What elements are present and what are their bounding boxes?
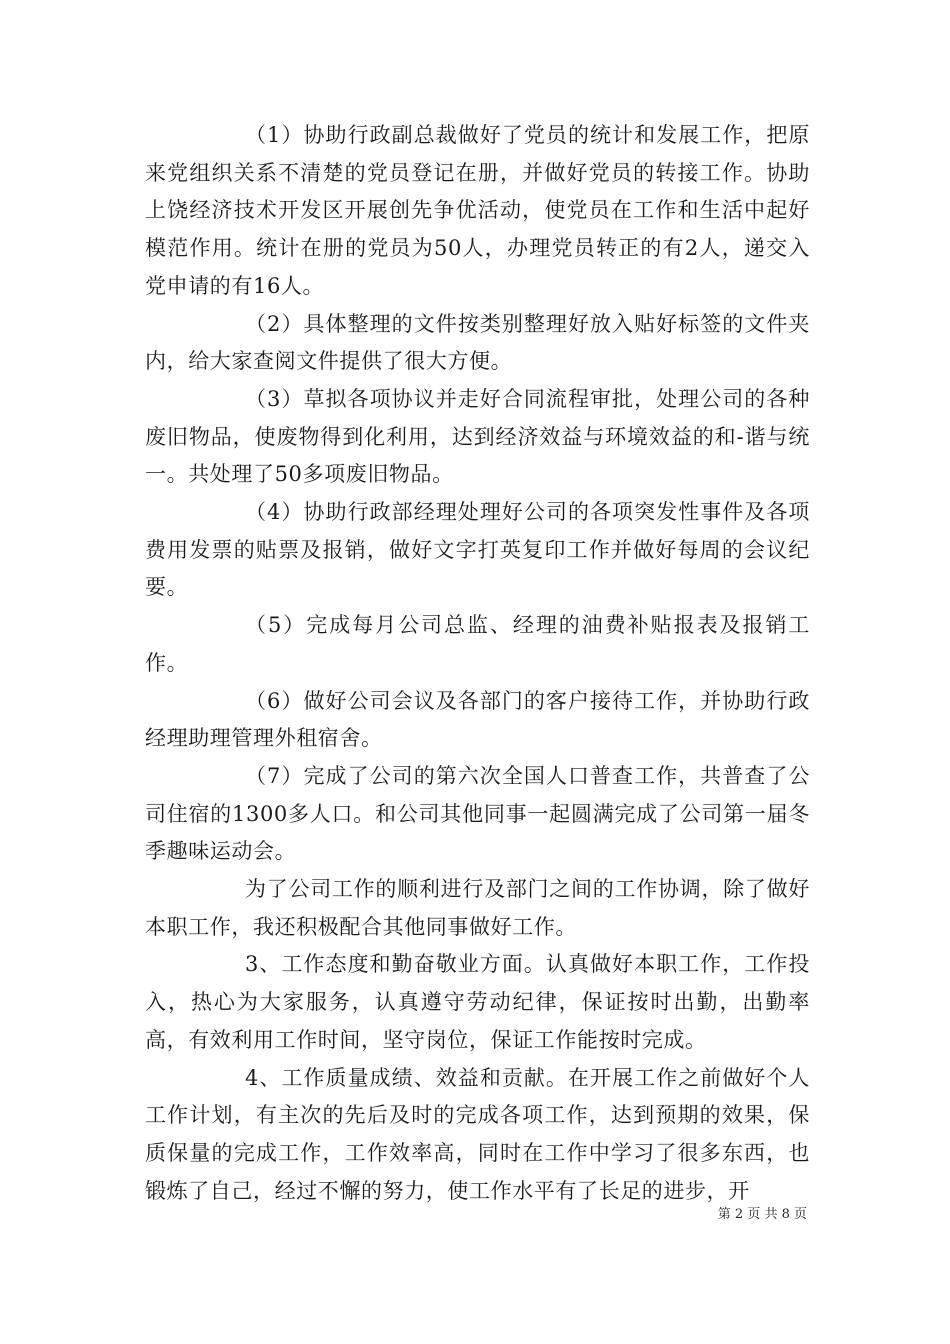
paragraph-item-3: （3）草拟各项协议并走好合同流程审批，处理公司的各种废旧物品，使废物得到化利用，达到经济效益与环境效益的和-谐与统一。共处理了50多项废旧物品。 <box>145 386 810 487</box>
paragraph-section-3: 3、工作态度和勤奋敬业方面。认真做好本职工作，工作投入，热心为大家服务，认真遵守劳动纪律，保证按时出勤，出勤率高，有效利用工作时间，坚守岗位，保证工作能按时完成。 <box>145 952 810 1052</box>
document-body <box>145 117 810 1210</box>
paragraph-item-7: （7）完成了公司的第六次全国人口普查工作，共普查了公司住宿的1300多人口。和公司其他同事一起圆满完成了公司第一届冬季趣味运动会。 <box>145 763 810 864</box>
page-number: 第 2 页 共 8 页 <box>717 1207 807 1222</box>
paragraph-item-5: （5）完成每月公司总监、经理的油费补贴报表及报销工作。 <box>145 613 810 675</box>
paragraph-item-4: （4）协助行政部经理处理好公司的各项突发性事件及各项费用发票的贴票及报销，做好文字打英复印工作并做好每周的会议纪要。 <box>145 500 810 600</box>
paragraph-section-4: 4、工作质量成绩、效益和贡献。在开展工作之前做好个人工作计划，有主次的先后及时的完成各项工作，达到预期的效果，保质保量的完成工作，工作效率高，同时在工作中学习了很多东西，也锻炼了自己，经过不懈的努力，使工作水平有了长足的进步，开 <box>145 1065 810 1203</box>
paragraph-summary: 为了公司工作的顺利进行及部门之间的工作协调，除了做好本职工作，我还积极配合其他同事做好工作。 <box>145 877 810 939</box>
paragraph-item-2: （2）具体整理的文件按类别整理好放入贴好标签的文件夹内，给大家查阅文件提供了很大方便。 <box>145 311 810 374</box>
paragraph-item-6: （6）做好公司会议及各部门的客户接待工作，并协助行政经理助理管理外租宿舍。 <box>145 688 810 751</box>
paragraph-item-1: （1）协助行政副总裁做好了党员的统计和发展工作，把原来党组织关系不清楚的党员登记在册，并做好党员的转接工作。协助上饶经济技术开发区开展创先争优活动，使党员在工作和生活中起好模范作用。统计在册的党员为50人，办理党员转正的有2人，递交入党申请的有16人。 <box>145 123 810 298</box>
